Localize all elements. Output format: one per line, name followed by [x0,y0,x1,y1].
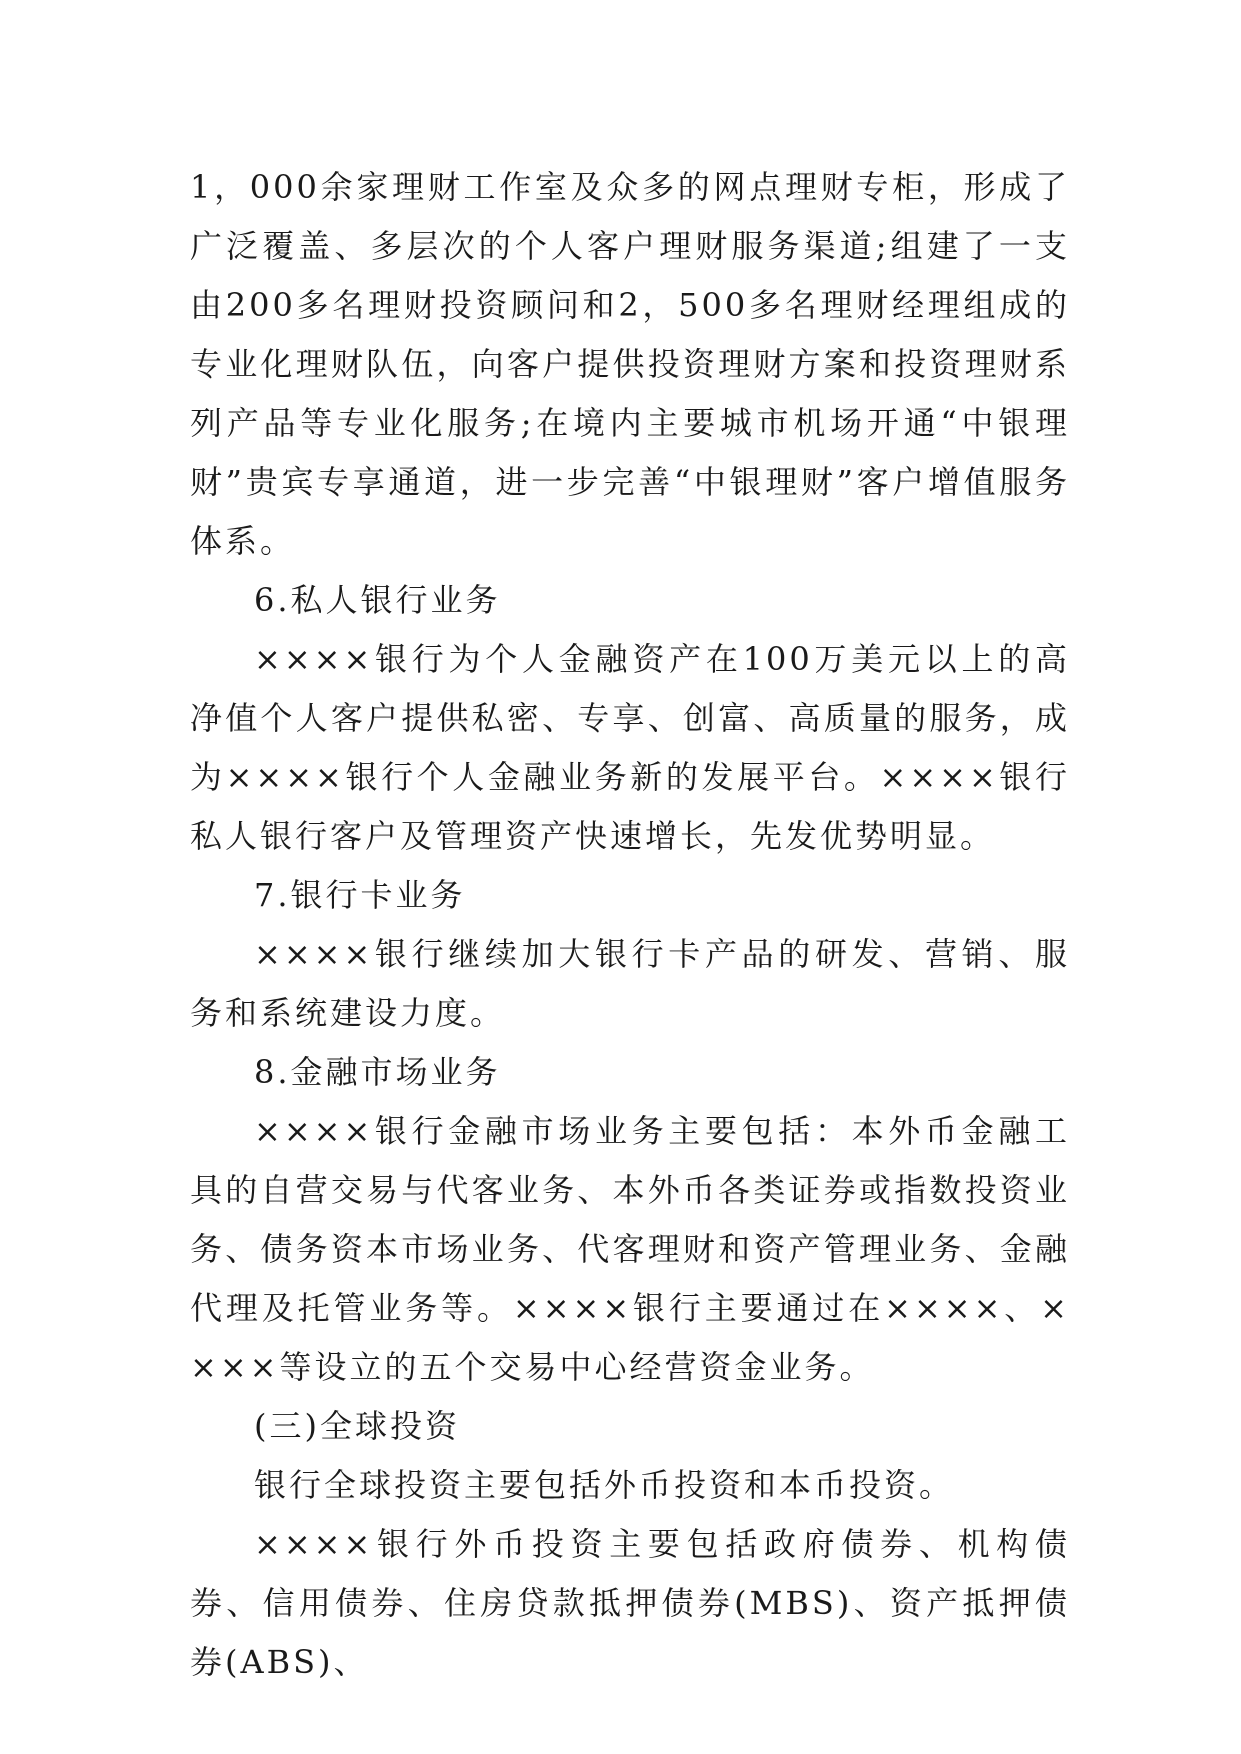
paragraph-foreign-currency-investment: ××××银行外币投资主要包括政府债券、机构债券、信用债券、住房贷款抵押债券(MBS)、资产抵押债券(ABS)、 [190,1525,1070,1681]
heading-global-investment: (三)全球投资 [254,1407,460,1445]
heading-bank-card: 7.银行卡业务 [254,876,466,914]
paragraph-wealth-channels: 1，000余家理财工作室及众多的网点理财专柜，形成了广泛覆盖、多层次的个人客户理财服务渠道;组建了一支由200多名理财投资顾问和2，500多名理财经理组成的专业化理财队伍，向客户提供投资理财方案和投资理财系列产品等专业化服务;在境内主要城市机场开通“中银理财”贵宾专享通道，进一步完善“中银理财”客户增值服务体系。 [190,168,1070,560]
document-body [190,158,1070,1692]
paragraph-global-investment-intro: 银行全球投资主要包括外币投资和本币投资。 [254,1466,955,1504]
heading-private-banking: 6.私人银行业务 [254,581,501,619]
paragraph-private-banking: ××××银行为个人金融资产在100万美元以上的高净值个人客户提供私密、专享、创富、高质量的服务，成为××××银行个人金融业务新的发展平台。××××银行私人银行客户及管理资产快速增长，先发优势明显。 [190,640,1070,855]
heading-financial-markets: 8.金融市场业务 [254,1053,501,1091]
paragraph-financial-markets: ××××银行金融市场业务主要包括：本外币金融工具的自营交易与代客业务、本外币各类证券或指数投资业务、债务资本市场业务、代客理财和资产管理业务、金融代理及托管业务等。××××银行主要通过在××××、××××等设立的五个交易中心经营资金业务。 [190,1112,1070,1386]
paragraph-bank-card: ××××银行继续加大银行卡产品的研发、营销、服务和系统建设力度。 [190,935,1070,1032]
